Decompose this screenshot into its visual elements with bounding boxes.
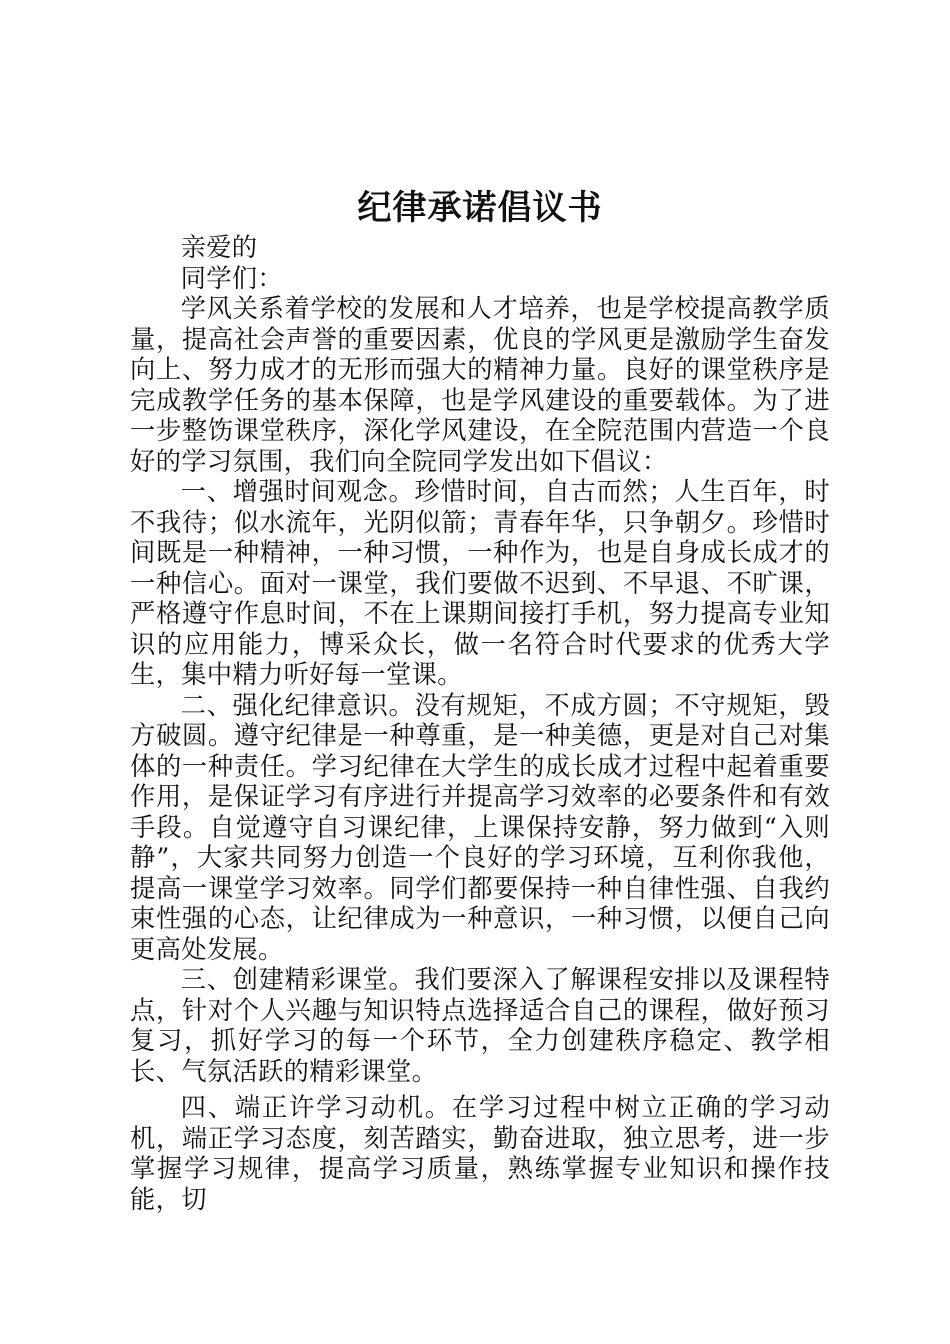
paragraph-intro: 学风关系着学校的发展和人才培养，也是学校提高教学质量，提高社会声誉的重要因素，优良的学风更是激励学生奋发向上、努力成才的无形而强大的精神力量。良好的课堂秩序是完成教学任务的基本保障，也是学风建设的重要载体。为了进一步整饬课堂秩序，深化学风建设，在全院范围内营造一个良好的学习氛围，我们向全院同学发出如下倡议：	[130, 294, 830, 476]
document-body	[130, 233, 830, 1215]
document-title: 纪律承诺倡议书	[357, 188, 603, 228]
salutation-line-2: 同学们：	[180, 263, 283, 293]
paragraph-time-awareness: 一、增强时间观念。珍惜时间，自古而然；人生百年，时不我待；似水流年，光阴似箭；青春年华，只争朝夕。珍惜时间既是一种精神，一种习惯，一种作为，也是自身成长成才的一种信心。面对一课堂，我们要做不迟到、不早退、不旷课，严格遵守作息时间，不在上课期间接打手机，努力提高专业知识的应用能力，博采众长，做一名符合时代要求的优秀大学生，集中精力听好每一堂课。	[130, 477, 830, 689]
salutation-line-1: 亲爱的	[180, 233, 258, 262]
paragraph-motivation: 四、端正许学习动机。在学习过程中树立正确的学习动机，端正学习态度，刻苦踏实，勤奋进取，独立思考，进一步掌握学习规律，提高学习质量，熟练掌握专业知识和操作技能，切	[130, 1093, 830, 1214]
paragraph-classroom: 三、创建精彩课堂。我们要深入了解课程安排以及课程特点，针对个人兴趣与知识特点选择适合自己的课程，做好预习复习，抓好学习的每一个环节，全力创建秩序稳定、教学相长、气氛活跃的精彩课堂。	[130, 965, 830, 1086]
paragraph-discipline: 二、强化纪律意识。没有规矩，不成方圆；不守规矩，毁方破圆。遵守纪律是一种尊重，是一种美德，更是对自己对集体的一种责任。学习纪律在大学生的成长成才过程中起着重要作用，是保证学习有序进行并提高学习效率的必要条件和有效手段。自觉遵守自习课纪律，上课保持安静，努力做到“入则静”，大家共同努力创造一个良好的学习环境，互利你我他，提高一课堂学习效率。同学们都要保持一种自律性强、自我约束性强的心态，让纪律成为一种意识，一种习惯，以便自己向更高处发展。	[130, 690, 830, 964]
